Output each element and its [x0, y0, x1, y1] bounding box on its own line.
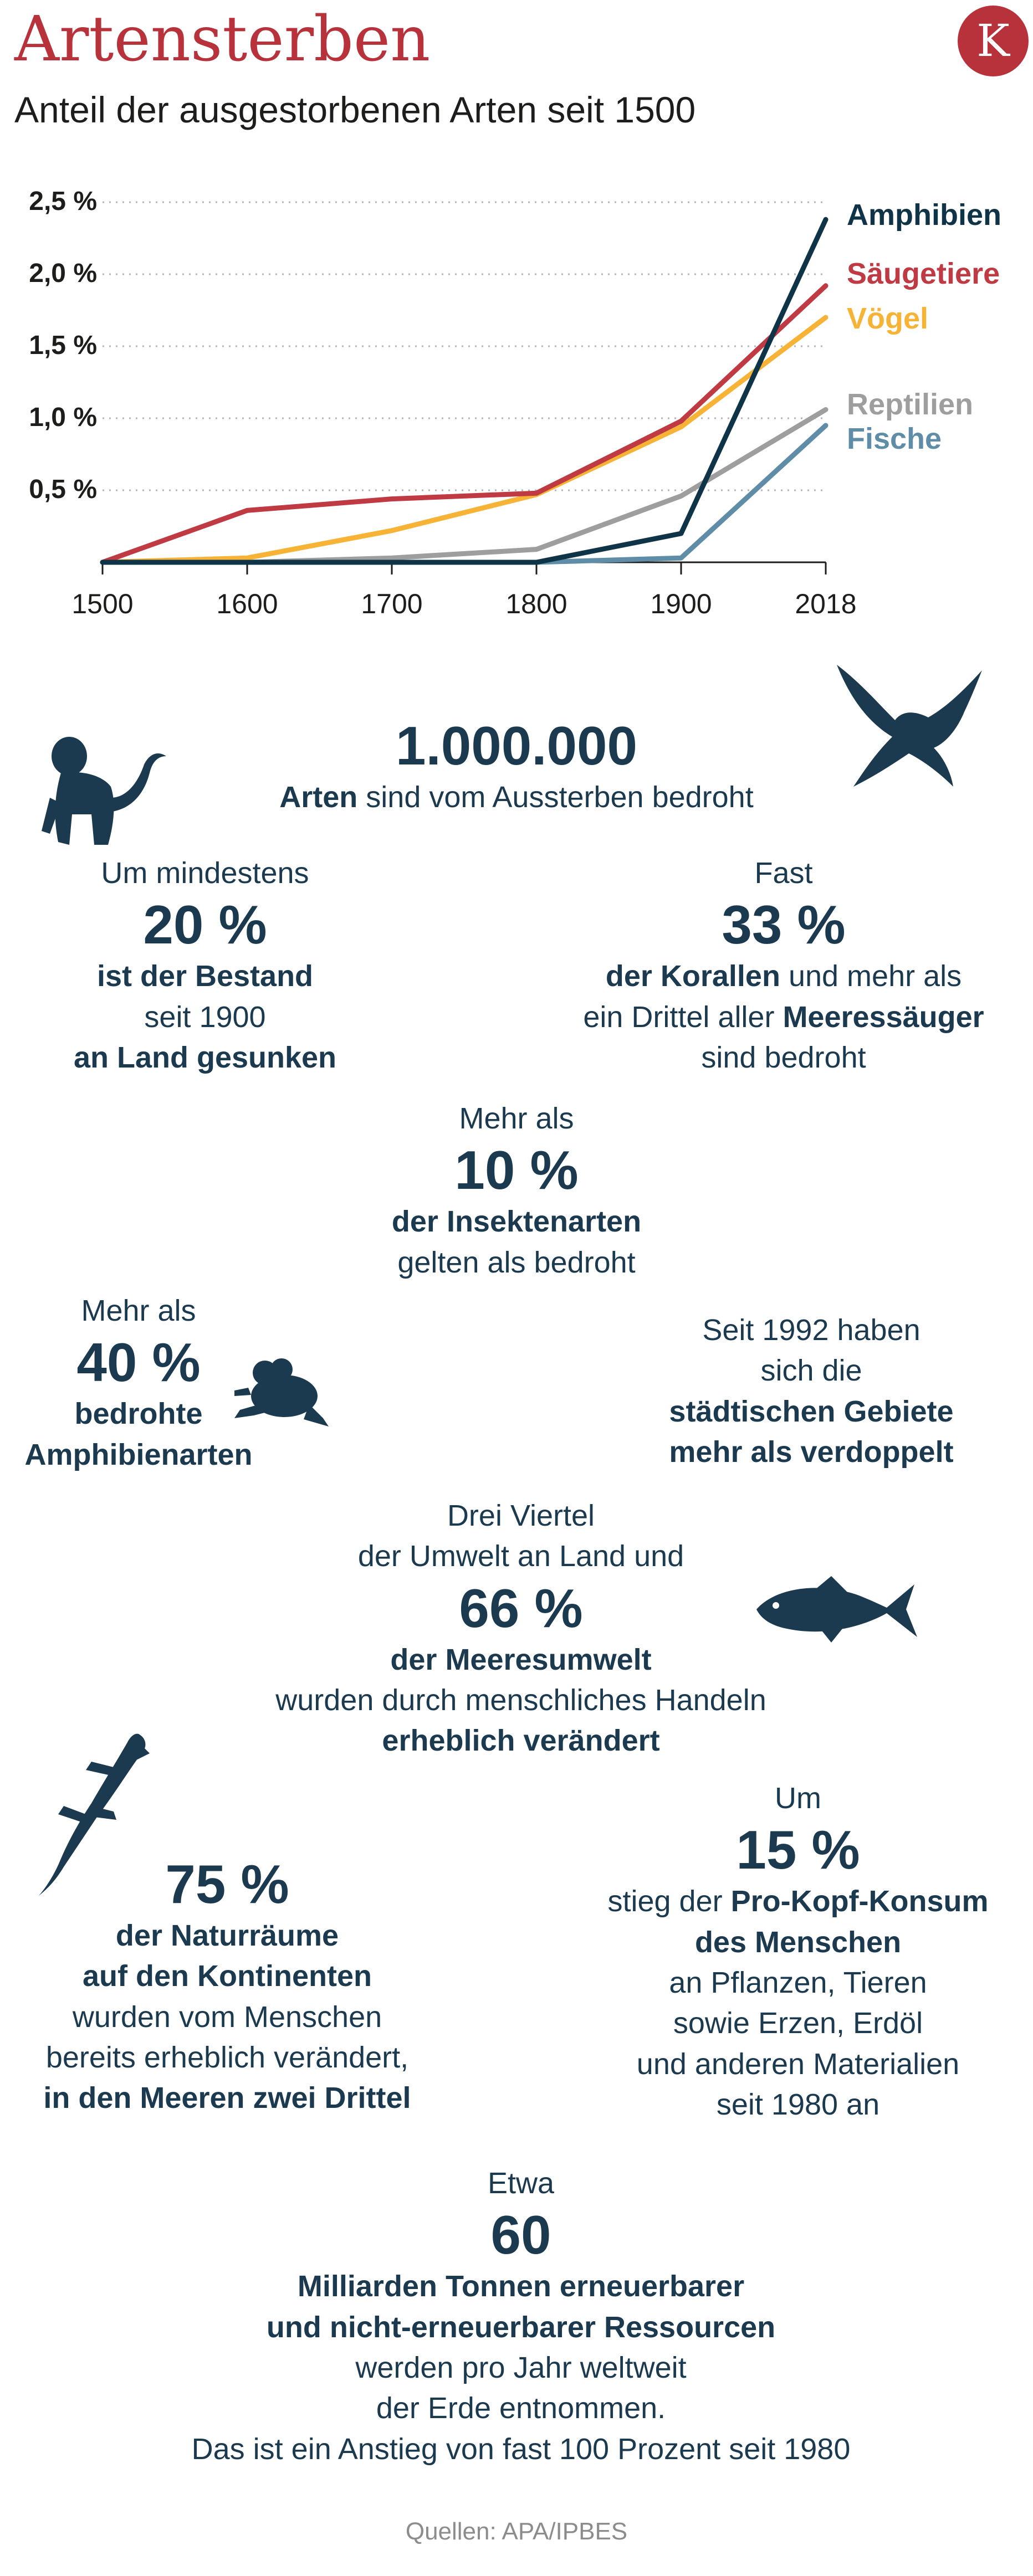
- extinction-line-chart: [0, 166, 1033, 654]
- fact-consumption-text1: stieg der: [607, 1885, 731, 1918]
- fact-marine-number: 66 %: [459, 1577, 583, 1639]
- brand-logo: K: [958, 6, 1029, 76]
- fact-urban-line2: sich die: [760, 1354, 862, 1388]
- fact-resources-line1: Milliarden Tonnen erneuerbarer: [297, 2270, 745, 2303]
- fact-urban-line4: mehr als verdoppelt: [669, 1435, 954, 1469]
- y-tick-label: 2,5 %: [29, 187, 97, 216]
- fact-corals-bold2: Meeressäuger: [783, 1000, 984, 1034]
- x-tick-label: 1800: [505, 588, 567, 619]
- y-tick-label: 2,0 %: [29, 259, 97, 288]
- fact-resources-number: 60: [490, 2204, 551, 2266]
- fact-resources-line5: Das ist ein Anstieg von fast 100 Prozent seit 1980: [191, 2432, 851, 2466]
- fact-amphib-number: 40 %: [76, 1332, 201, 1393]
- fact-urban-line1: Seit 1992 haben: [702, 1313, 921, 1347]
- fact-nature-spaces: [0, 1853, 454, 2119]
- fact-resources-line2: und nicht-erneuerbarer Ressourcen: [266, 2310, 776, 2344]
- fact-land-line3: an Land gesunken: [73, 1041, 337, 1074]
- page-title: Artensterben: [14, 3, 431, 75]
- chart-series: [103, 219, 826, 562]
- fact-land-line2: seit 1900: [144, 1000, 266, 1034]
- fact-species-bold: Arten: [279, 780, 358, 814]
- legend-label: Vögel: [847, 302, 929, 335]
- fact-marine-line1: Drei Viertel: [447, 1499, 595, 1532]
- fact-amphib-line2: Amphibienarten: [24, 1438, 253, 1471]
- fact-consumption: [554, 1778, 1033, 2126]
- fact-land-number: 20 %: [143, 894, 267, 956]
- fact-marine: [0, 1496, 1033, 1762]
- fact-land-stock: [0, 853, 410, 1078]
- fact-marine-line2: der Umwelt an Land und: [357, 1540, 684, 1573]
- y-tick-label: 0,5 %: [29, 475, 97, 504]
- fact-consumption-bold1: Pro-Kopf-Konsum: [730, 1885, 989, 1918]
- chart-y-axis: [29, 187, 97, 504]
- fact-corals-pre: Fast: [754, 856, 813, 890]
- fact-resources-pre: Etwa: [487, 2167, 555, 2200]
- y-tick-label: 1,0 %: [29, 403, 97, 432]
- legend-label: Säugetiere: [847, 257, 1000, 290]
- fact-resources: [0, 2163, 1033, 2470]
- fact-corals-text2: ein Drittel aller: [583, 1000, 783, 1034]
- fact-consumption-line2: des Menschen: [694, 1925, 902, 1959]
- fact-amphibians: [0, 1291, 277, 1475]
- fact-corals-number: 33 %: [722, 894, 846, 956]
- fact-marine-line5: erheblich verändert: [382, 1724, 660, 1758]
- fact-consumption-line4: sowie Erzen, Erdöl: [673, 2007, 923, 2040]
- fact-consumption-line5: und anderen Materialien: [636, 2047, 960, 2081]
- chart-grid: [103, 202, 826, 490]
- fact-land-pre: Um mindestens: [101, 856, 309, 890]
- page-subtitle: Anteil der ausgestorbenen Arten seit 1500: [14, 89, 696, 130]
- fact-urban: [590, 1310, 1033, 1473]
- y-tick-label: 1,5 %: [29, 331, 97, 360]
- fact-corals-line3: sind bedroht: [701, 1041, 866, 1074]
- source-credit: Quellen: APA/IPBES: [405, 2518, 628, 2545]
- fact-insects: [0, 1099, 1033, 1283]
- x-tick-label: 2018: [795, 588, 857, 619]
- x-tick-label: 1500: [71, 588, 134, 619]
- fact-urban-line3: städtischen Gebiete: [669, 1394, 954, 1428]
- fact-resources-line3: werden pro Jahr weltweit: [355, 2351, 687, 2384]
- x-tick-label: 1900: [650, 588, 712, 619]
- fact-marine-line3: der Meeresumwelt: [390, 1643, 652, 1676]
- fact-amphib-line1: bedrohte: [74, 1397, 203, 1431]
- chart-x-axis: [71, 562, 856, 619]
- legend-label: Amphibien: [847, 198, 1001, 232]
- fact-marine-line4: wurden durch menschliches Handeln: [275, 1684, 766, 1717]
- fact-amphib-pre: Mehr als: [81, 1294, 196, 1327]
- fact-nature-line4: bereits erheblich verändert,: [45, 2041, 409, 2074]
- fact-corals: [534, 853, 1033, 1078]
- fact-insects-number: 10 %: [454, 1140, 579, 1201]
- fact-insects-pre: Mehr als: [459, 1102, 574, 1135]
- fact-corals-text1: und mehr als: [780, 959, 962, 993]
- fact-corals-bold1: der Korallen: [605, 959, 780, 993]
- fact-species-text: sind vom Aussterben bedroht: [357, 780, 754, 814]
- fact-consumption-line3: an Pflanzen, Tieren: [669, 1966, 927, 1999]
- fact-nature-line5: in den Meeren zwei Drittel: [43, 2081, 411, 2115]
- chart-legend: [847, 198, 1001, 455]
- x-tick-label: 1700: [361, 588, 423, 619]
- legend-label: Fische: [847, 422, 942, 455]
- fact-nature-line2: auf den Kontinenten: [83, 1959, 372, 1993]
- fact-nature-line1: der Naturräume: [115, 1918, 339, 1952]
- fact-consumption-pre: Um: [775, 1782, 821, 1815]
- fact-resources-line4: der Erde entnommen.: [376, 2392, 666, 2425]
- fact-land-line1: ist der Bestand: [96, 959, 314, 993]
- fact-insects-line1: der Insektenarten: [391, 1205, 642, 1239]
- x-tick-label: 1600: [216, 588, 278, 619]
- fact-species-number: 1.000.000: [396, 715, 637, 776]
- fact-nature-line3: wurden vom Menschen: [72, 2000, 382, 2034]
- series-line-reptilien: [103, 409, 826, 562]
- legend-label: Reptilien: [847, 388, 974, 421]
- fact-nature-number: 75 %: [165, 1854, 289, 1915]
- fact-species-threatened: [0, 715, 1033, 818]
- fact-consumption-line6: seit 1980 an: [716, 2088, 880, 2122]
- series-line-säugetiere: [103, 286, 826, 562]
- fact-insects-line2: gelten als bedroht: [397, 1245, 636, 1279]
- fact-consumption-number: 15 %: [736, 1819, 860, 1881]
